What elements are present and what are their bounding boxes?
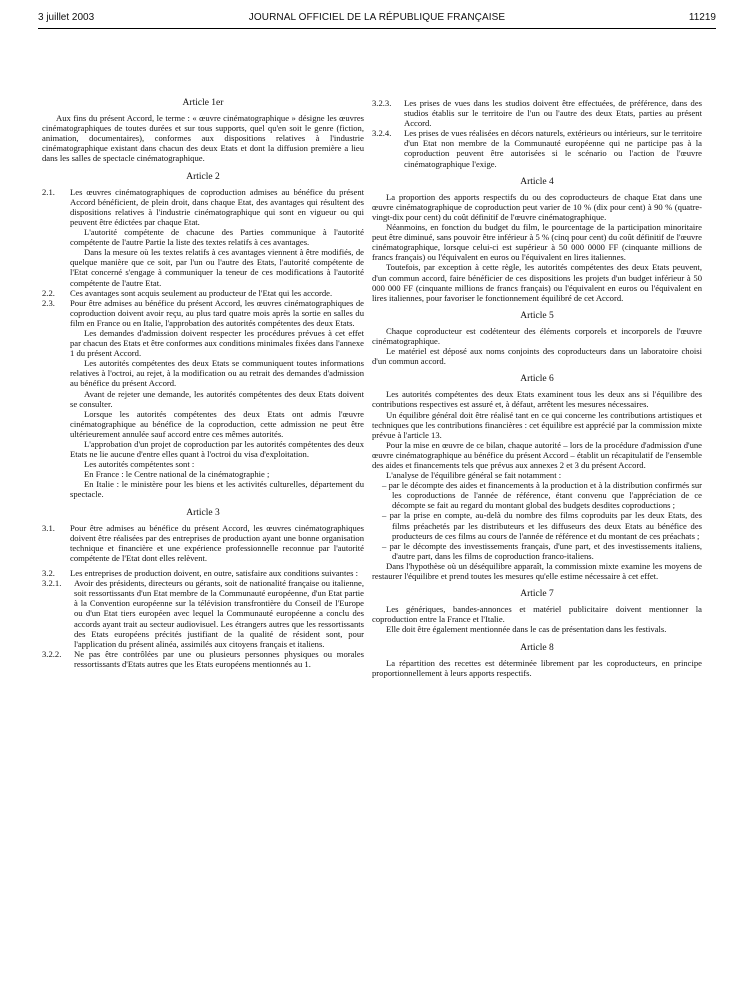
paragraph-number: 3.1. — [42, 522, 55, 533]
numbered-paragraph — [42, 649, 364, 669]
article-5 — [372, 311, 702, 366]
article-title: Article 2 — [186, 171, 220, 182]
numbered-paragraph — [372, 128, 702, 168]
paragraph: Toutefois, par exception à cette règle, les autorités compétentes des deux Etats peuvent, d'un commun accord, faire bénéficier de ces dispositions les projets d'un budget inférieur à 50 000 000 FF (cinquante millions de francs français) ou l'équivalent en euros ou l'équivalent en lires italiennes, pour favoriser le fonctionnement équilibré de cet Accord. — [372, 262, 702, 303]
paragraph: Les autorités compétentes des deux Etats examinent tous les deux ans si l'équilibre des contributions respectives est assuré et, à défaut, arrêtent les mesures nécessaires. — [372, 389, 702, 410]
article-title: Article 1er — [182, 98, 224, 108]
paragraph-number: 3.2. — [42, 568, 55, 579]
paragraph: Aux fins du présent Accord, le terme : « œuvre cinématographique » désigne les œuvres cinématographiques de toutes durées et sur tous supports, quel qu'en soit le genre (fiction, animation, documentaires), conformes aux dispositions relatives à l'industrie cinématographique existant dans chacun des deux Etats et dont la diffusion première a lieu dans les salles de spectacle cinématographique. — [42, 113, 364, 164]
paragraph: Pour la mise en œuvre de ce bilan, chaque autorité – lors de la procédure d'admission d'une œuvre cinématographique au bénéfice du présent Accord – établit un récapitulatif de l'ensemble des aides et financements tels que prévus aux annexes 2 et 3 du présent Accord. — [372, 439, 702, 470]
paragraph-number: 2.2. — [42, 287, 55, 298]
paragraph: Avant de rejeter une demande, les autorités compétentes des deux Etats doivent se consulter. — [70, 388, 364, 409]
paragraph: Les demandes d'admission doivent respecter les procédures prévues à cet effet par chacun des Etats et être conformes aux conditions minimales fixées dans l'annexe 1 du présent Accord. — [70, 327, 364, 359]
paragraph-number: 3.2.2. — [42, 648, 62, 659]
paragraph: Dans la mesure où les textes relatifs à ces avantages viennent à être modifiés, de quelque manière que ce soit, par l'un ou l'autre des Etats, l'autorité compétente de l'Etat concerné s'engage à communiquer la teneur de ces modifications à l'autorité compétente de l'autre Etat. — [70, 247, 364, 288]
paragraph: L'analyse de l'équilibre général se fait notamment : — [386, 470, 562, 481]
paragraph: Lorsque les autorités compétentes des deux Etats ont admis l'œuvre cinématographique au bénéfice de la coproduction, cette admission ne peut être ultérieurement annulée sauf accord entre ces mêmes autorités. — [70, 408, 364, 439]
numbered-paragraph — [42, 578, 364, 649]
paragraph-number: 3.2.4. — [372, 128, 392, 139]
article-3 — [42, 508, 364, 669]
article-6 — [372, 374, 702, 581]
paragraph: En France : le Centre national de la cinématographie ; — [84, 469, 270, 480]
article-7 — [372, 589, 702, 634]
paragraph-text: Les entreprises de production doivent, en outre, satisfaire aux conditions suivantes : — [70, 568, 359, 579]
dash-list — [372, 480, 702, 561]
article-title: Article 4 — [520, 176, 554, 187]
article-title: Article 5 — [520, 310, 554, 321]
article-title: Article 7 — [520, 589, 554, 600]
numbered-paragraph — [42, 288, 364, 298]
paragraph-text: Les œuvres cinématographiques de coproduction admises au bénéfice du présent Accord bénéficient, de plein droit, dans chaque Etat, des avantages qui résultent des dispositions relatives à l'industrie cinématographique qui sont en vigueur ou qui peuvent être édictées par chaque Etat. — [70, 186, 364, 227]
page-header — [38, 12, 716, 26]
paragraph-text: Ne pas être contrôlées par une ou plusieurs personnes physiques ou morales ressortissants d'Etats autres que les Etats européens mentionnés au 1. — [74, 648, 364, 669]
paragraph-text: Les prises de vues dans les studios doivent être effectuées, de préférence, dans des studios établis sur le territoire de l'un ou l'autre des deux Etats, parties au présent Accord. — [404, 98, 702, 129]
paragraph: L'autorité compétente de chacune des Parties communique à l'autorité compétente de l'autre Partie la liste des textes relatifs à ces avantages. — [70, 227, 364, 248]
header-page-number: 11219 — [688, 12, 716, 23]
numbered-paragraph — [42, 298, 364, 328]
article-1 — [42, 98, 364, 164]
article-8 — [372, 643, 702, 678]
list-item: – par le décompte des aides et financements à la production et à la distribution confirmés sur les coproductions de l'année de référence, étant convenu que l'appréciation de ce décompte se fait au regard du montant global des budgets desdites coproductions ; — [382, 480, 702, 510]
article-title: Article 3 — [186, 507, 220, 518]
numbered-paragraph — [372, 98, 702, 128]
paragraph-text: Ces avantages sont acquis seulement au producteur de l'Etat qui les accorde. — [70, 287, 333, 298]
paragraph: L'approbation d'un projet de coproduction par les autorités compétentes des deux Etats ne lie aucune d'entre elles quant à l'octroi du visa d'exploitation. — [70, 439, 364, 460]
paragraph-text: Pour être admises au bénéfice du présent Accord, les œuvres cinématographiques de coproduction doivent avoir reçu, au plus tard quatre mois après la sortie en salles du film en France ou en Italie, l'approbation des autorités compétentes des deux Etats. — [70, 297, 364, 328]
paragraph: Chaque coproducteur est codétenteur des éléments corporels et incorporels de l'œuvre cinématographique. — [372, 325, 702, 346]
article-3-continued — [372, 98, 702, 169]
numbered-paragraph — [42, 187, 364, 227]
numbered-paragraph — [42, 568, 364, 578]
header-date: 3 juillet 2003 — [38, 12, 95, 23]
paragraph: Un équilibre général doit être réalisé tant en ce qui concerne les contributions artistiques et techniques que les contributions financières : cet équilibre est apprécié par la commission mixte prévue à l'article 13. — [372, 409, 702, 440]
paragraph: Néanmoins, en fonction du budget du film, le pourcentage de la participation minoritaire peut être diminué, sans pouvoir être inférieur à 5 % (cinq pour cent) du coût définitif de l'œuvre cinématographique, lorsque celui-ci est supérieur à 50 000 0000 FF (cinquante millions de francs français) ou l'équivalent en euros ou l'équivalent en lires italiennes. — [372, 222, 702, 263]
paragraph: La répartition des recettes est déterminée librement par les coproducteurs, en principe proportionnellement à leurs apports respectifs. — [372, 657, 702, 678]
paragraph: En Italie : le ministère pour les biens et les activités culturelles, département du spectacle. — [70, 479, 364, 500]
paragraph-text: Pour être admises au bénéfice du présent Accord, les œuvres cinématographiques doivent être réalisées par des entreprises de production ayant une bonne organisation technique et financière et une expérience professionnelle reconnue par l'autorité compétente de l'Etat dont elles relèvent. — [70, 522, 364, 563]
article-4 — [372, 177, 702, 303]
paragraph: Les génériques, bandes-annonces et matériel publicitaire doivent mentionner la coproduction entre la France et l'Italie. — [372, 604, 702, 625]
list-item: – par la prise en compte, au-delà du nombre des films coproduits par les deux Etats, des films préachetés par les distributeurs et les diffuseurs des deux Etats au bénéfice des producteurs de ces films au cours de l'année de référence et du montant de ces préachats ; — [382, 510, 702, 540]
paragraph-number: 3.2.3. — [372, 98, 392, 108]
paragraph: Dans l'hypothèse où un déséquilibre apparaît, la commission mixte examine les moyens de restaurer l'équilibre et prend toutes les mesures qu'elle estime nécessaire à cet effet. — [372, 560, 702, 582]
paragraph: Elle doit être également mentionnée dans le cas de présentation dans les festivals. — [386, 624, 667, 635]
paragraph: La proportion des apports respectifs du ou des coproducteurs de chaque Etat dans une œuvre cinématographique de coproduction peut varier de 10 % (dix pour cent) à 90 % (quatre-vingt-dix pour cent) du coût définitif de l'œuvre cinématographique. — [372, 191, 702, 222]
list-item: – par le décompte des investissements français, d'une part, et des investissements italiens, d'autre part, dans les films de coproduction franco-italiens. — [382, 541, 702, 561]
paragraph: Les autorités compétentes sont : — [84, 459, 195, 470]
paragraph-text: Avoir des présidents, directeurs ou gérants, soit de nationalité française ou italienne, soit ressortissants d'un Etat membre de la Communauté européenne, d'un Etat partie à la Convention européenne sur la télévision transfrontière du Conseil de l'Europe ou d'un Etat tiers européen avec lequel la Communauté européenne a conclu des accords ayant trait au secteur audiovisuel. Les étrangers autres que les ressortissants des Etats européens précités justifiant de la qualité de résident sont, pour l'application du présent alinéa, assimilés aux citoyens français et italiens. — [74, 578, 364, 649]
paragraph: Le matériel est déposé aux noms conjoints des coproducteurs dans un laboratoire choisi d'un commun accord. — [372, 346, 702, 367]
numbered-paragraph — [42, 523, 364, 563]
header-rule — [38, 28, 716, 29]
paragraph: Les autorités compétentes des deux Etats se communiquent toutes informations relatives à l'octroi, au rejet, à la modification ou au retrait des demandes d'admission au bénéfice du présent Accord. — [70, 358, 364, 389]
paragraph-number: 2.1. — [42, 186, 55, 197]
paragraph-number: 2.3. — [42, 297, 55, 308]
paragraph-number: 3.2.1. — [42, 578, 62, 589]
article-title: Article 6 — [520, 374, 554, 385]
article-2 — [42, 172, 364, 500]
article-title: Article 8 — [520, 642, 554, 653]
paragraph-text: Les prises de vues réalisées en décors naturels, extérieurs ou intérieurs, sur le territoire d'un Etat non membre de la Communauté européenne qui ne participe pas à la coproduction peuvent être autorisées si le scénario ou l'action de l'œuvre cinématographique l'exige. — [404, 128, 702, 169]
right-column — [372, 98, 702, 678]
left-column — [42, 98, 364, 669]
header-journal-title: JOURNAL OFFICIEL DE LA RÉPUBLIQUE FRANÇAISE — [248, 12, 506, 23]
